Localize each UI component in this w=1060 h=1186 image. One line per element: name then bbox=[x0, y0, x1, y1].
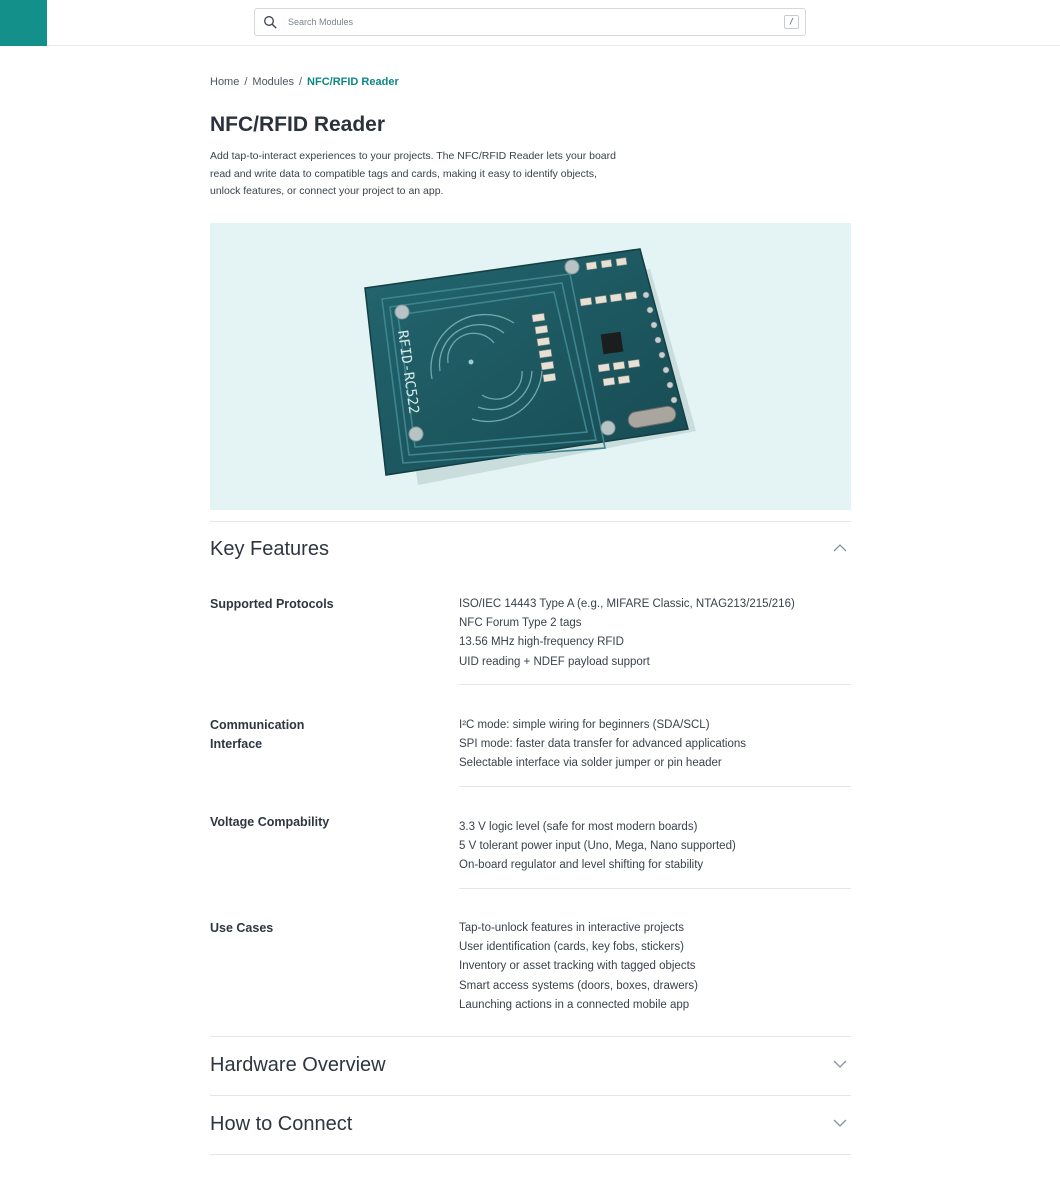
section-divider bbox=[210, 1154, 851, 1155]
feature-label: Voltage Compability bbox=[210, 815, 330, 829]
feature-item: SPI mode: faster data transfer for advanced applications bbox=[459, 738, 747, 751]
hardware-overview-title: Hardware Overview bbox=[210, 1054, 386, 1076]
row-divider bbox=[459, 786, 851, 787]
feature-item: NFC Forum Type 2 tags bbox=[459, 617, 582, 630]
row-divider bbox=[459, 888, 851, 889]
feature-items bbox=[459, 818, 851, 876]
product-image bbox=[210, 223, 851, 510]
feature-items bbox=[459, 716, 851, 774]
feature-item: On-board regulator and level shifting for stability bbox=[459, 859, 704, 872]
section-divider bbox=[210, 1095, 851, 1096]
feature-item: 5 V tolerant power input (Uno, Mega, Nano supported) bbox=[459, 840, 736, 853]
key-features-header[interactable] bbox=[210, 530, 851, 570]
feature-item: ISO/IEC 14443 Type A (e.g., MIFARE Classic, NTAG213/215/216) bbox=[459, 598, 795, 610]
feature-label: Supported Protocols bbox=[210, 597, 334, 611]
top-bar bbox=[0, 0, 1060, 46]
page-title: NFC/RFID Reader bbox=[210, 113, 386, 136]
search-input[interactable] bbox=[288, 13, 768, 31]
section-divider bbox=[210, 521, 851, 522]
feature-label: Use Cases bbox=[210, 921, 274, 935]
feature-item: Selectable interface via solder jumper or pin header bbox=[459, 757, 722, 770]
key-features-title: Key Features bbox=[210, 538, 329, 560]
search-icon bbox=[263, 15, 277, 29]
chevron-up-icon bbox=[833, 543, 847, 553]
search-shortcut-key: / bbox=[784, 15, 799, 29]
feature-item: 13.56 MHz high-frequency RFID bbox=[459, 636, 624, 649]
rfid-board-illustration bbox=[210, 223, 851, 510]
page-intro: Add tap-to-interact experiences to your projects. The NFC/RFID Reader lets your board read and write data to compatible tags and cards, making it easy to identify objects, unlock features, or connect your project to an app. bbox=[210, 150, 616, 197]
feature-item: UID reading + NDEF payload support bbox=[459, 655, 650, 668]
brand-logo[interactable] bbox=[0, 0, 47, 46]
feature-item: I²C mode: simple wiring for beginners (SDA/SCL) bbox=[459, 719, 710, 731]
board-silkscreen-label: RFID-RC522 bbox=[394, 329, 422, 416]
feature-label: Communication Interface bbox=[210, 718, 305, 751]
feature-item: 3.3 V logic level (safe for most modern boards) bbox=[459, 821, 698, 833]
feature-items bbox=[459, 919, 851, 1015]
breadcrumb-modules[interactable]: Modules bbox=[252, 76, 294, 88]
row-divider bbox=[459, 684, 851, 685]
feature-item: User identification (cards, key fobs, stickers) bbox=[459, 941, 684, 954]
breadcrumb-separator: / bbox=[298, 76, 303, 88]
breadcrumb-current: NFC/RFID Reader bbox=[307, 76, 399, 88]
chevron-down-icon bbox=[833, 1118, 847, 1128]
breadcrumb-separator: / bbox=[244, 76, 248, 88]
feature-item: Inventory or asset tracking with tagged objects bbox=[459, 960, 696, 973]
chevron-down-icon bbox=[833, 1059, 847, 1069]
search-box[interactable] bbox=[254, 8, 806, 36]
breadcrumb bbox=[210, 76, 399, 88]
feature-item: Tap-to-unlock features in interactive projects bbox=[459, 922, 684, 934]
how-to-connect-title: How to Connect bbox=[210, 1113, 353, 1135]
how-to-connect-header[interactable] bbox=[210, 1105, 851, 1145]
feature-item: Smart access systems (doors, boxes, drawers) bbox=[459, 979, 699, 992]
feature-item: Launching actions in a connected mobile app bbox=[459, 998, 690, 1011]
breadcrumb-home[interactable]: Home bbox=[210, 76, 240, 88]
hardware-overview-header[interactable] bbox=[210, 1046, 851, 1086]
feature-items bbox=[459, 595, 851, 672]
section-divider bbox=[210, 1036, 851, 1037]
